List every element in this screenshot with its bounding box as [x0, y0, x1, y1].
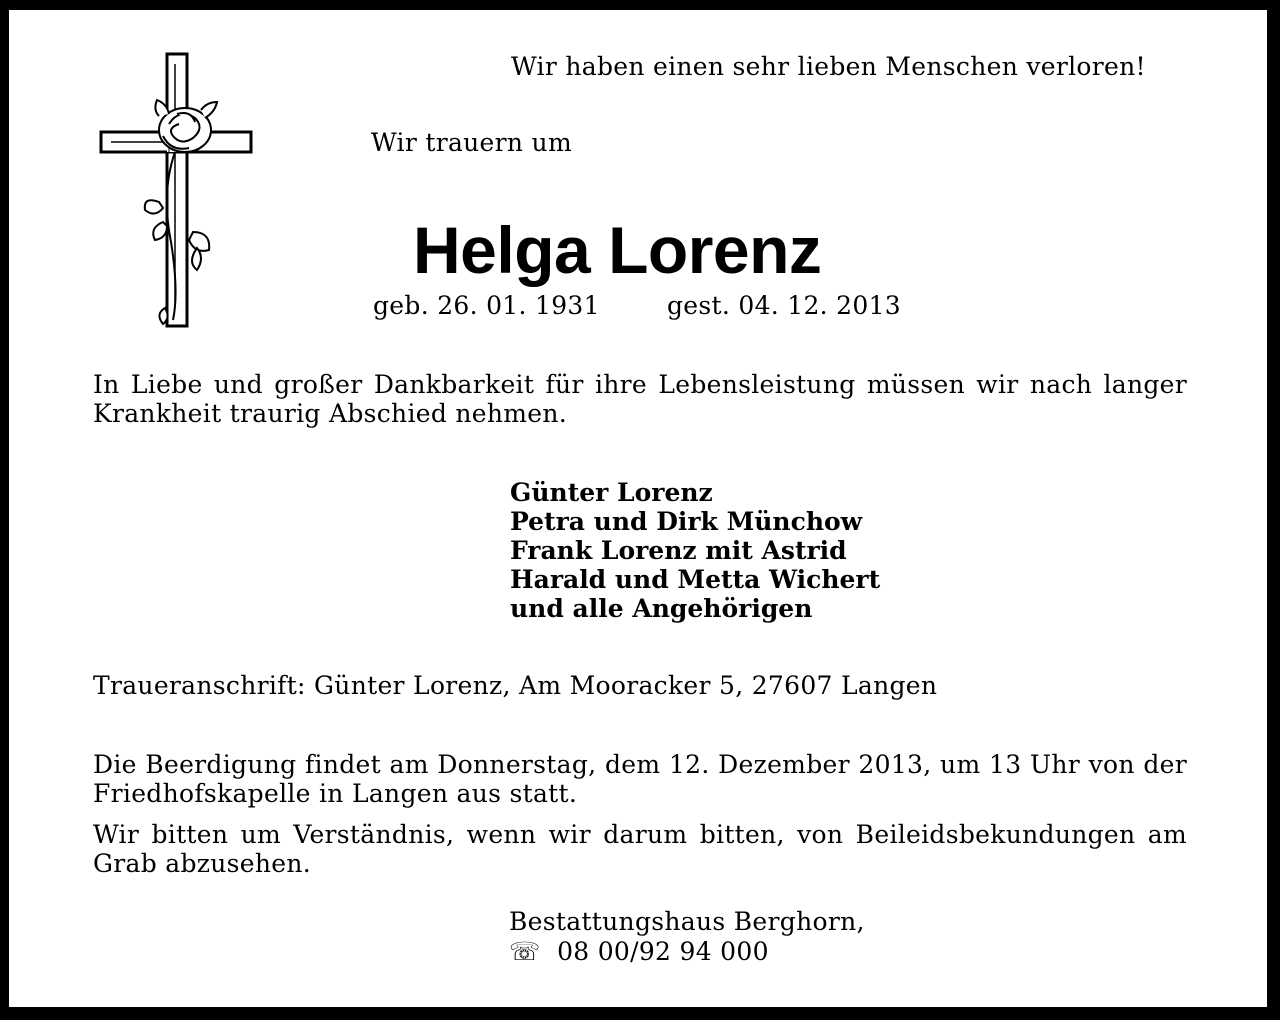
funeral-home: Bestattungshaus Berghorn, [509, 907, 865, 936]
funeral-paragraph: Die Beerdigung findet am Donnerstag, dem 12. Dezember 2013, um 13 Uhr von der Friedhofskapelle in Langen aus statt. [93, 750, 1187, 808]
phone-number: 08 00/92 94 000 [557, 937, 769, 966]
mourning-address: Traueranschrift: Günter Lorenz, Am Mooracker 5, 27607 Langen [93, 671, 938, 700]
phone-line [509, 937, 769, 966]
birth-date: geb. 26. 01. 1931 [373, 291, 600, 320]
deceased-name: Helga Lorenz [413, 213, 822, 287]
family-member: Harald und Metta Wichert [510, 565, 881, 594]
phone-icon: ☏ [509, 937, 541, 966]
farewell-paragraph: In Liebe und großer Dankbarkeit für ihre Lebensleistung müssen wir nach langer Krankheit traurig Abschied nehmen. [93, 370, 1187, 428]
cross-with-rose-icon [97, 52, 257, 332]
condolence-paragraph: Wir bitten um Verständnis, wenn wir darum bitten, von Beileidsbekundungen am Grab abzusehen. [93, 820, 1187, 878]
headline: Wir haben einen sehr lieben Menschen verloren! [511, 52, 1146, 81]
death-date: gest. 04. 12. 2013 [667, 291, 902, 320]
family-member: und alle Angehörigen [510, 594, 813, 623]
family-member: Günter Lorenz [510, 478, 713, 507]
family-list [510, 478, 880, 623]
mourning-intro: Wir trauern um [371, 128, 572, 157]
family-member: Frank Lorenz mit Astrid [510, 536, 847, 565]
obituary-notice [9, 10, 1267, 1007]
family-member: Petra und Dirk Münchow [510, 507, 863, 536]
